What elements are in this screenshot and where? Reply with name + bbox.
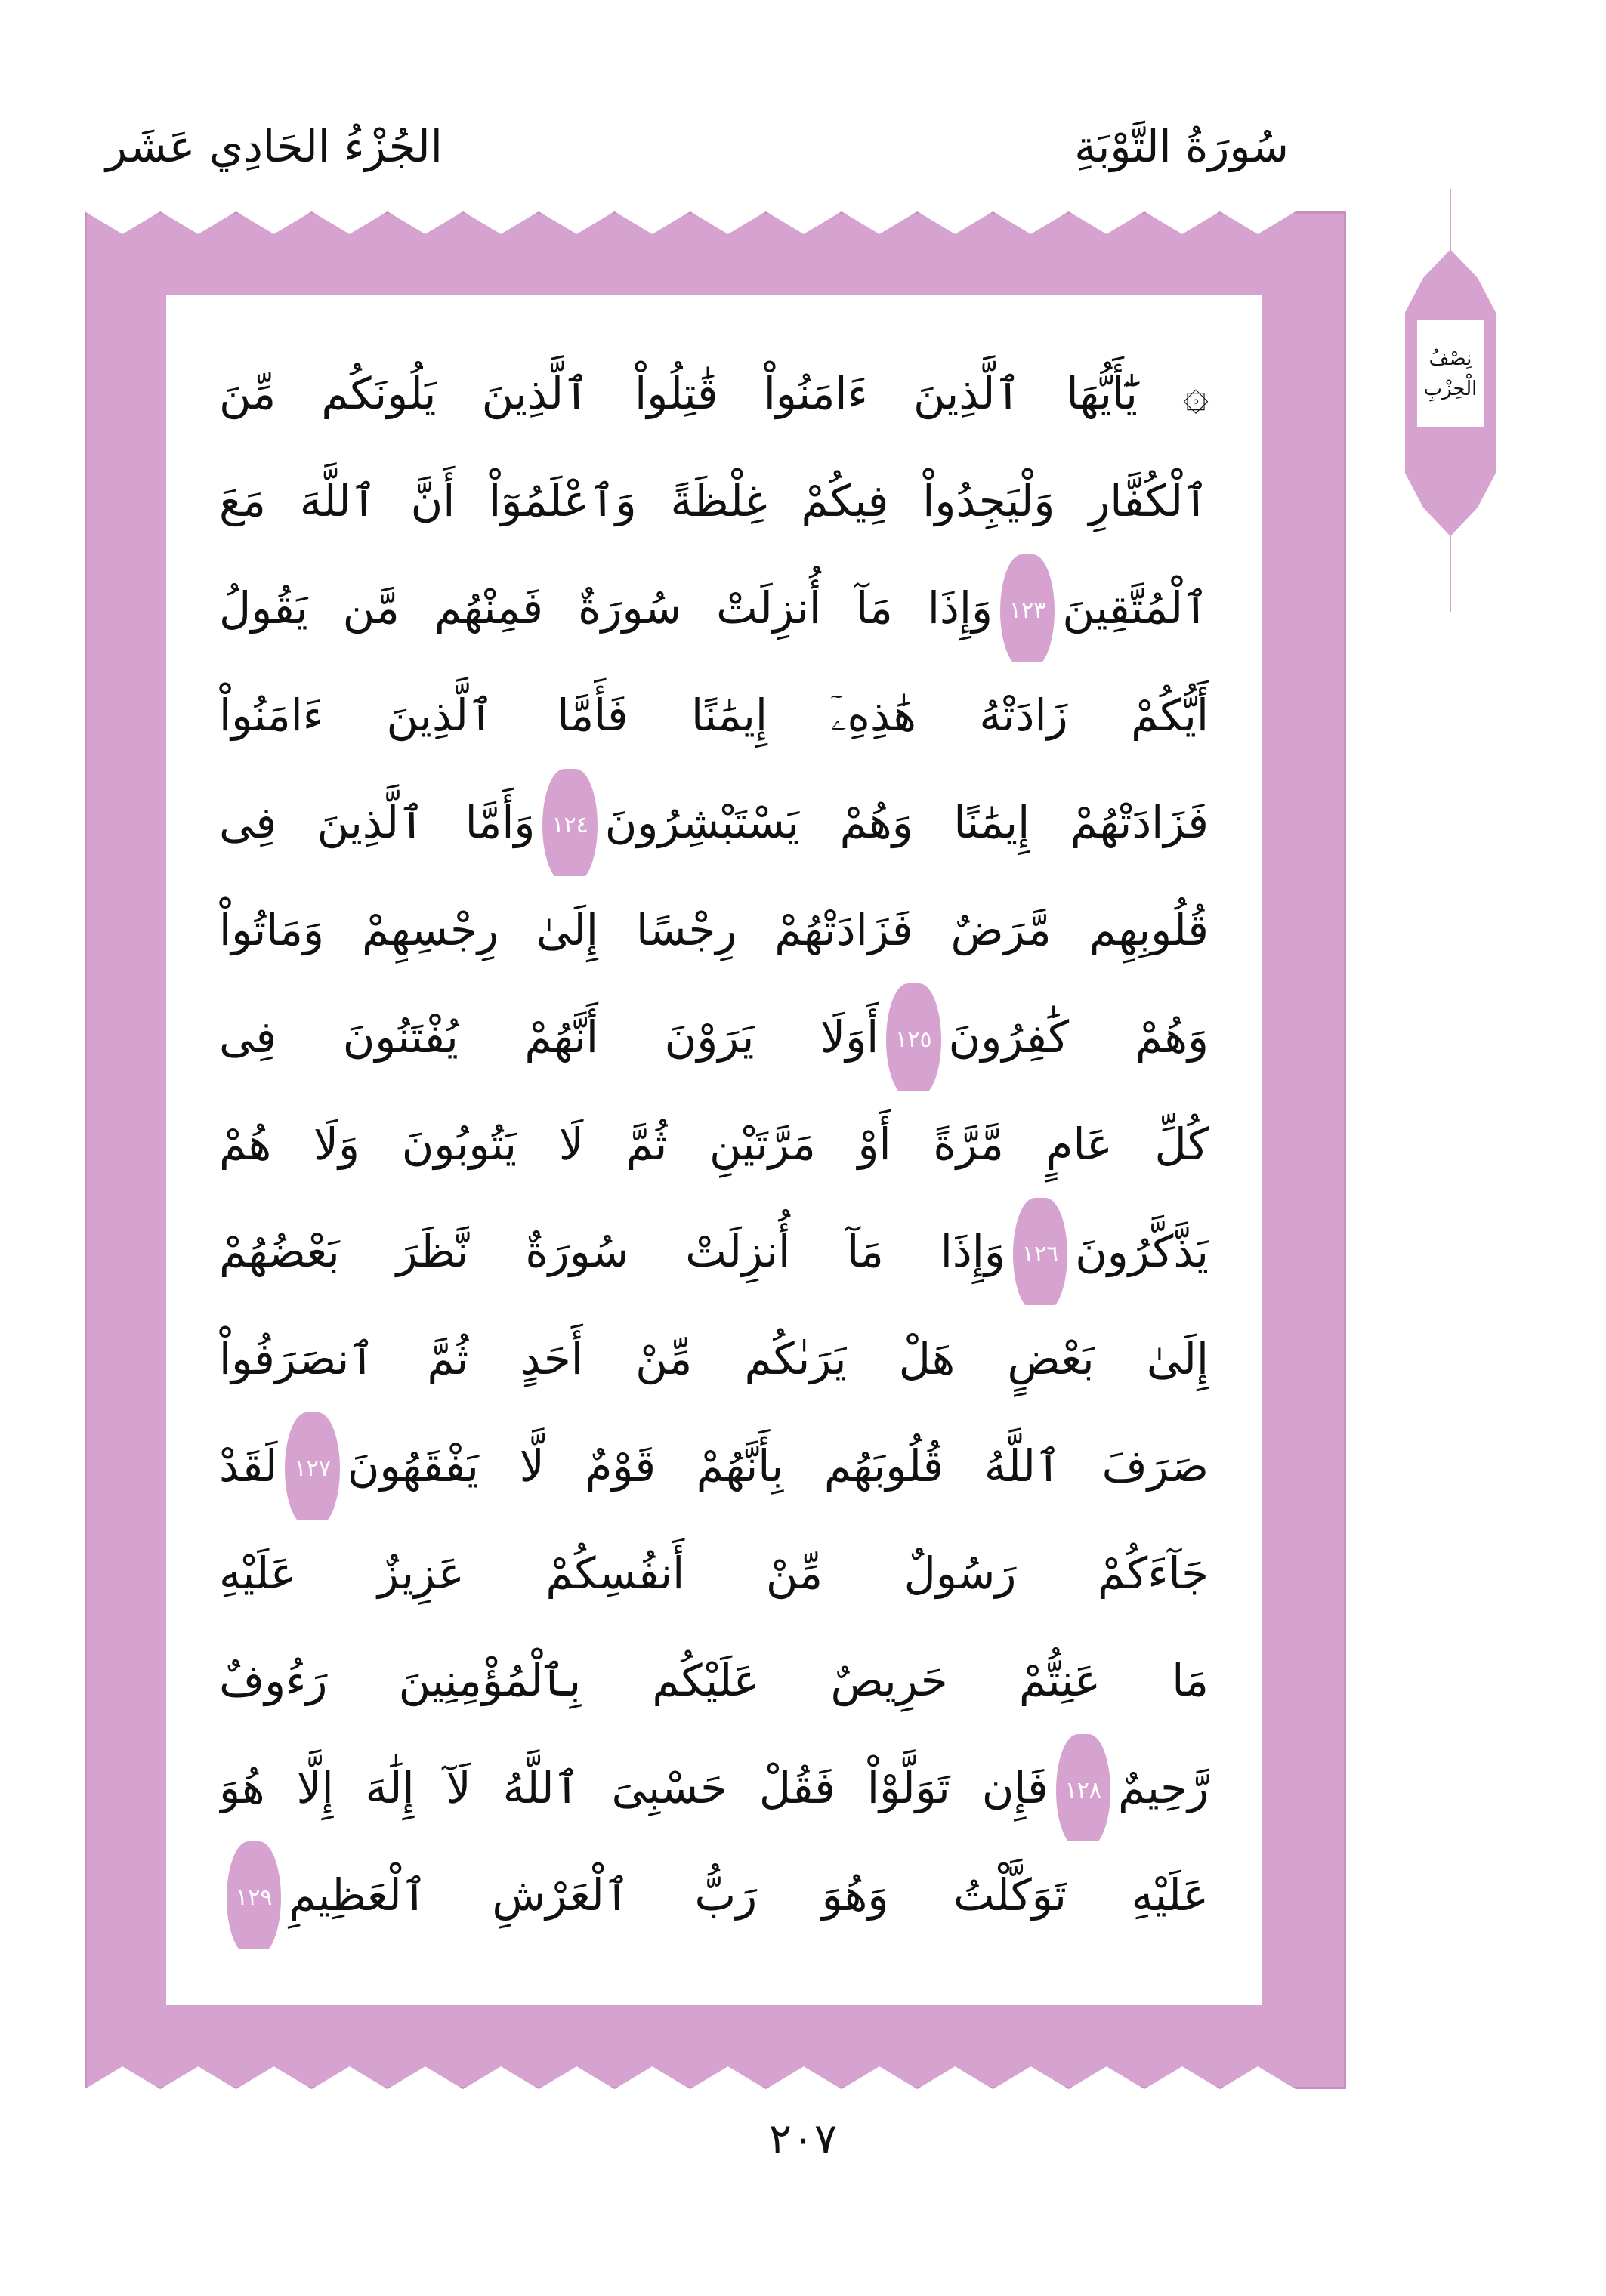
verse-text: يَذَّكَّرُونَ (1075, 1226, 1209, 1278)
verse-line (219, 1734, 1209, 1841)
ayah-number-marker: ١٢٧ (285, 1412, 339, 1520)
verse-text: رَّحِيمٌ (1118, 1762, 1209, 1814)
verse-line (219, 1627, 1209, 1734)
verse-text: وَإِذَا مَآ أُنزِلَتْ سُورَةٌ فَمِنْهُم مَّن يَقُولُ (219, 582, 993, 634)
quran-text-panel (166, 295, 1262, 2005)
surah-name-header: سُورَةُ التَّوْبَةِ (1074, 121, 1289, 172)
verse-text: مَا عَنِتُّمْ حَرِيصٌ عَلَيْكُم بِٱلْمُؤْمِنِينَ رَءُوفٌ (219, 1655, 1209, 1706)
hizb-label-line2: الْحِزْبِ (1423, 378, 1478, 400)
verse-text: أَوَلَا يَرَوْنَ أَنَّهُمْ يُفْتَنُونَ فِى (219, 1011, 879, 1063)
verse-line (219, 1091, 1209, 1198)
verse-line (219, 1841, 1209, 1949)
verse-text: وَهُمْ كَٰفِرُونَ (948, 1011, 1209, 1063)
verse-line (219, 876, 1209, 983)
ayah-number-marker: ١٢٦ (1013, 1198, 1067, 1305)
verse-text: فَزَادَتْهُمْ إِيمَٰنًا وَهُمْ يَسْتَبْشِرُونَ (604, 797, 1209, 849)
verse-text: أَيُّكُمْ زَادَتْهُ هَٰذِهِۦٓ إِيمَٰنًا فَأَمَّا ٱلَّذِينَ ءَامَنُواْ (219, 690, 1209, 741)
verse-text: قُلُوبِهِم مَّرَضٌ فَزَادَتْهُمْ رِجْسًا إِلَىٰ رِجْسِهِمْ وَمَاتُواْ (219, 904, 1209, 955)
ayah-number-marker: ١٢٨ (1056, 1734, 1110, 1841)
verse-line (219, 1305, 1209, 1412)
verse-text: وَأَمَّا ٱلَّذِينَ فِى (219, 797, 536, 849)
verse-line (219, 983, 1209, 1091)
verse-text: إِلَىٰ بَعْضٍ هَلْ يَرَىٰكُم مِّنْ أَحَدٍ ثُمَّ ٱنصَرَفُواْ (219, 1333, 1209, 1384)
verse-text: جَآءَكُمْ رَسُولٌ مِّنْ أَنفُسِكُمْ عَزِيزٌ عَلَيْهِ (219, 1548, 1209, 1599)
verse-line (219, 769, 1209, 876)
hizb-label-box (1414, 317, 1487, 430)
ayah-number-marker: ١٢٩ (227, 1841, 281, 1949)
verse-line (219, 1198, 1209, 1305)
ayah-number-marker: ١٢٣ (1000, 554, 1055, 662)
verse-text: ٱلْمُتَّقِينَ (1062, 582, 1209, 634)
verse-line (219, 1520, 1209, 1627)
verse-line (219, 554, 1209, 662)
verse-text: فَإِن تَوَلَّوْاْ فَقُلْ حَسْبِىَ ٱللَّهُ لَآ إِلَٰهَ إِلَّا هُوَ (219, 1762, 1049, 1814)
ayah-number-marker: ١٢٥ (886, 983, 940, 1091)
verse-line (219, 447, 1209, 554)
verse-text: ۞ يَٰٓأَيُّهَا ٱلَّذِينَ ءَامَنُواْ قَٰتِلُواْ ٱلَّذِينَ يَلُونَكُم مِّنَ (219, 368, 1209, 419)
verse-line (219, 340, 1209, 447)
page-number: ٢٠٧ (768, 2115, 838, 2164)
verse-line (219, 662, 1209, 769)
verse-text: لَقَدْ (219, 1440, 278, 1492)
verse-line (219, 1412, 1209, 1520)
verse-text: عَلَيْهِ تَوَكَّلْتُ وَهُوَ رَبُّ ٱلْعَرْشِ ٱلْعَظِيمِ (289, 1869, 1209, 1921)
hizb-label-line1: نِصْفُ (1428, 347, 1472, 370)
verse-text: ٱلْكُفَّارِ وَلْيَجِدُواْ فِيكُمْ غِلْظَةً وَٱعْلَمُوٓاْ أَنَّ ٱللَّهَ مَعَ (219, 475, 1209, 526)
verse-text: صَرَفَ ٱللَّهُ قُلُوبَهُم بِأَنَّهُمْ قَوْمٌ لَّا يَفْقَهُونَ (347, 1440, 1209, 1492)
ayah-number-marker: ١٢٤ (542, 769, 597, 876)
juz-name-header: الجُزْءُ الحَادِي عَشَر (106, 121, 443, 172)
verse-text: وَإِذَا مَآ أُنزِلَتْ سُورَةٌ نَّظَرَ بَعْضُهُمْ (219, 1226, 1005, 1278)
hizb-side-marker (1398, 189, 1503, 612)
verse-text: كُلِّ عَامٍ مَّرَّةً أَوْ مَرَّتَيْنِ ثُمَّ لَا يَتُوبُونَ وَلَا هُمْ (219, 1119, 1209, 1170)
